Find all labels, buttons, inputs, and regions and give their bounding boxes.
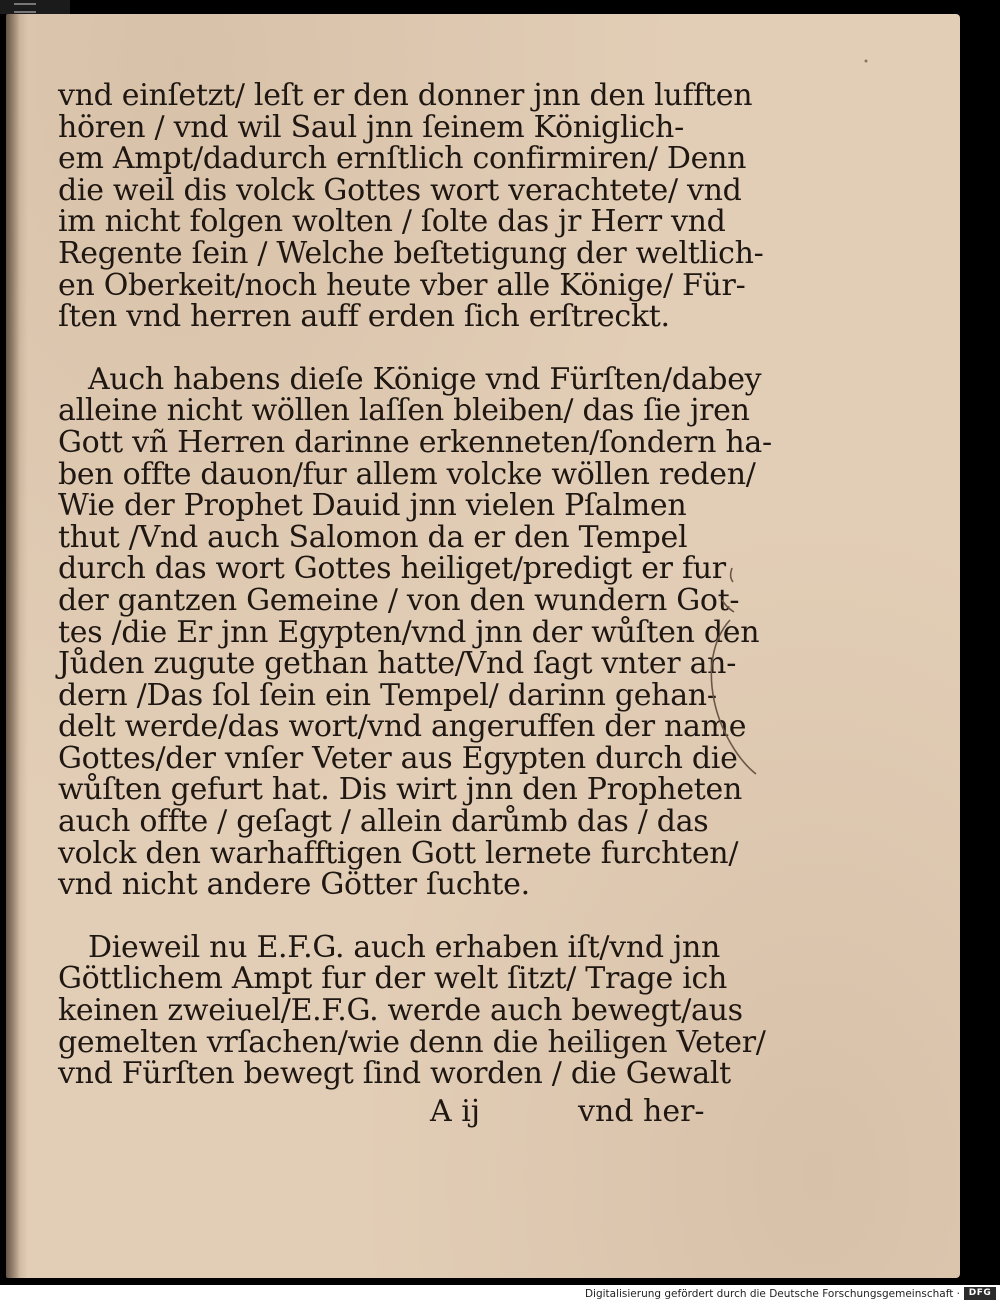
text-line: ſten vnd herren auff erden ſich erſtreckt. xyxy=(58,299,670,335)
text-line: en Oberkeit/noch heute vber alle Könige/ Für- xyxy=(58,267,746,303)
text-line: vnd nicht andere Götter ſuchte. xyxy=(58,867,530,903)
text-line: Auch habens dieſe Könige vnd Fürſten/dabey xyxy=(88,361,762,397)
text-line: Jůden zugute gethan hatte/Vnd ſagt vnter an- xyxy=(58,646,737,682)
ruler-mark xyxy=(14,3,36,13)
text-line: auch offte / geſagt / allein darůmb das / das xyxy=(58,804,709,840)
text-line: gemelten vrſachen/wie denn die heiligen Veter/ xyxy=(58,1024,766,1060)
text-line: Wie der Prophet Dauid jnn vielen Pſalmen xyxy=(58,488,687,524)
paragraph-gap xyxy=(58,901,708,932)
dfg-logo-icon: DFG xyxy=(964,1287,996,1300)
paragraph-1 xyxy=(58,78,764,335)
margin-annotation-bracket-icon xyxy=(700,560,760,780)
text-line: durch das wort Gottes heiliget/predigt er fur xyxy=(58,551,726,587)
paragraph-gap xyxy=(58,333,708,364)
top-edge-strip xyxy=(0,0,70,14)
funding-credit: Digitalisierung gefördert durch die Deutsche Forschungsgemeinschaft · xyxy=(584,1288,960,1300)
text-line: delt werde/das wort/vnd angeruffen der name xyxy=(58,709,747,745)
text-line: tes /die Er jnn Egypten/vnd jnn der wůſten den xyxy=(58,614,760,650)
text-line: vnd einſetzt/ leſt er den donner jnn den lufften xyxy=(58,78,753,113)
text-line: der gantzen Gemeine / von den wundern Got- xyxy=(58,582,740,618)
paragraph-3 xyxy=(58,929,766,1092)
text-line: em Ampt/dadurch ernſtlich confirmiren/ Denn xyxy=(58,141,747,177)
text-line: Göttlichem Ampt fur der welt ſitzt/ Trage ich xyxy=(58,961,728,997)
page-footer-marks xyxy=(430,1096,730,1130)
margin-speck-icon xyxy=(860,55,872,67)
catchword: vnd her- xyxy=(578,1094,705,1129)
text-line: keinen zweiuel/E.F.G. werde auch bewegt/aus xyxy=(58,993,743,1029)
text-line: vnd Fürſten bewegt ſind worden / die Gewalt xyxy=(58,1056,731,1092)
text-line: volck den warhafftigen Gott lernete furchten/ xyxy=(58,835,739,871)
signature-mark: A ij xyxy=(430,1094,481,1129)
text-line: im nicht folgen wolten / ſolte das jr Herr vnd xyxy=(58,204,726,240)
text-line: Regente ſein / Welche beſtetigung der weltlich- xyxy=(58,235,764,271)
text-line: Gott vñ Herren darinne erkenneten/ſondern ha- xyxy=(58,424,772,460)
gutter-shadow xyxy=(6,14,20,1278)
text-line: Gottes/der vnſer Veter aus Egypten durch die xyxy=(58,740,738,776)
text-line: Dieweil nu E.F.G. auch erhaben iſt/vnd jnn xyxy=(88,929,721,965)
text-line: wůſten gefurt hat. Dis wirt jnn den Propheten xyxy=(58,772,743,808)
text-block xyxy=(58,78,772,1092)
text-line: die weil dis volck Gottes wort verachtete/ vnd xyxy=(58,172,742,208)
text-line: dern /Das ſol ſein ein Tempel/ darinn gehan- xyxy=(58,677,717,713)
text-line: hören / vnd wil Saul jnn ſeinem Königlich- xyxy=(58,109,684,145)
text-line: alleine nicht wöllen laſſen bleiben/ das ſie jren xyxy=(58,393,750,429)
paragraph-2 xyxy=(58,361,772,903)
text-line: thut /Vnd auch Salomon da er den Tempel xyxy=(58,519,688,555)
digitization-footer xyxy=(0,1285,1000,1303)
text-line: ben offte dauon/fur allem volcke wöllen reden/ xyxy=(58,456,756,492)
